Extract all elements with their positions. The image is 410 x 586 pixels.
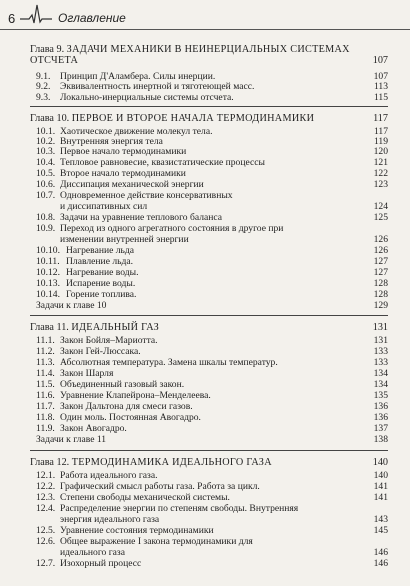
item-page: 134: [373, 379, 388, 390]
toc-item[interactable]: [36, 180, 388, 191]
chapter-page: 131: [372, 322, 388, 333]
section-divider: [30, 450, 388, 451]
item-title: Общее выражение I закона термодинамики для идеального газа: [60, 536, 253, 558]
item-number: 9.1.: [36, 71, 51, 82]
item-title: Уравнение Клапейрона–Менделеева.: [60, 390, 211, 401]
item-title: Хаотическое движение молекул тела.: [60, 126, 213, 137]
toc-item[interactable]: [36, 93, 388, 104]
chapter-heading-11[interactable]: [30, 322, 388, 333]
toc-item[interactable]: [36, 413, 388, 424]
toc-item[interactable]: [36, 279, 388, 290]
item-page: 134: [373, 368, 388, 379]
toc-item[interactable]: [36, 224, 388, 245]
item-page: 107: [373, 71, 388, 82]
toc-item[interactable]: [36, 424, 388, 435]
toc-item[interactable]: [36, 482, 388, 493]
item-title: Закон Бойля–Мариотта.: [60, 335, 158, 346]
item-number: 11.7.: [36, 401, 55, 412]
item-page: 146: [373, 546, 388, 558]
item-number: 12.5.: [36, 525, 56, 536]
item-title: Закон Шарля: [60, 368, 114, 379]
item-title: Закон Гей-Люссака.: [60, 346, 141, 357]
item-number: 10.4.: [36, 157, 56, 168]
item-title: Горение топлива.: [66, 289, 137, 300]
toc-item[interactable]: [36, 257, 388, 268]
toc-item[interactable]: [36, 402, 388, 413]
toc-item[interactable]: [36, 526, 388, 537]
item-title: Диссипация механической энергии: [60, 179, 204, 190]
item-title: Тепловое равновесие, квазистатические процессы: [60, 157, 265, 168]
item-page: 119: [373, 136, 388, 147]
item-title: Объединенный газовый закон.: [60, 379, 185, 390]
chapter-title: ИДЕАЛЬНЫЙ ГАЗ: [71, 322, 160, 333]
item-page: 126: [373, 245, 388, 256]
item-title: Второе начало термодинамики: [60, 168, 186, 179]
item-page: 127: [373, 267, 388, 278]
item-number: 11.6.: [36, 390, 55, 401]
item-page: 126: [373, 233, 388, 245]
chapter-tasks[interactable]: [36, 435, 388, 446]
page-number: 6: [8, 11, 16, 26]
item-title: Нагревание воды.: [66, 267, 139, 278]
item-title: Внутренняя энергия тела: [60, 136, 163, 147]
item-page: 137: [373, 423, 388, 434]
chapter-tasks[interactable]: [36, 301, 388, 312]
chapter-label: Глава 10.: [30, 113, 70, 124]
toc-item[interactable]: [36, 391, 388, 402]
item-number: 10.7.: [36, 190, 56, 201]
item-page: 115: [373, 92, 388, 103]
chapter-label: Глава 12.: [30, 457, 70, 468]
item-page: 141: [373, 481, 388, 492]
item-page: 145: [373, 525, 388, 536]
item-number: 9.3.: [36, 92, 51, 103]
item-page: 140: [373, 470, 388, 481]
item-number: 11.5.: [36, 379, 55, 390]
toc-item[interactable]: [36, 290, 388, 301]
item-title: Степени свободы механической системы.: [60, 492, 230, 503]
tasks-title: Задачи к главе 10: [36, 300, 107, 311]
chapter-page: 107: [372, 55, 388, 66]
toc-item[interactable]: [36, 358, 388, 369]
item-page: 136: [373, 401, 388, 412]
item-number: 12.6.: [36, 536, 56, 547]
toc-item[interactable]: [36, 147, 388, 158]
chapter-heading-9[interactable]: [30, 44, 388, 66]
item-title: Абсолютная температура. Замена шкалы температур.: [60, 357, 278, 368]
toc-item[interactable]: [36, 213, 388, 224]
item-number: 10.11.: [36, 256, 60, 267]
item-title: Эквивалентность инертной и тяготеющей масс.: [60, 81, 255, 92]
toc-item[interactable]: [36, 380, 388, 391]
item-page: 135: [373, 390, 388, 401]
item-page: 131: [373, 335, 388, 346]
tasks-page: 129: [373, 300, 388, 311]
toc-item[interactable]: [36, 158, 388, 169]
item-title: Одновременное действие консервативных и диссипативных сил: [60, 190, 233, 212]
item-title: Переход из одного агрегатного состояния в другое при изменении внутренней энергии: [60, 223, 284, 245]
item-title: Один моль. Постоянная Авогадро.: [60, 412, 201, 423]
item-title: Нагревание льда: [66, 245, 135, 256]
item-title: Испарение воды.: [66, 278, 136, 289]
item-number: 10.2.: [36, 136, 56, 147]
item-page: 125: [373, 212, 388, 223]
item-title: Первое начало термодинамики: [60, 146, 187, 157]
chapter-label: Глава 9.: [30, 44, 65, 55]
header-title: Оглавление: [58, 11, 126, 25]
toc-item[interactable]: [36, 504, 388, 525]
item-title: Задачи на уравнение теплового баланса: [60, 212, 223, 223]
toc-item[interactable]: [36, 169, 388, 180]
chapter-title: ТЕРМОДИНАМИКА ИДЕАЛЬНОГО ГАЗА: [71, 457, 272, 468]
item-number: 11.8.: [36, 412, 55, 423]
item-page: 128: [373, 289, 388, 300]
item-title: Закон Авогадро.: [60, 423, 127, 434]
chapter-page: 140: [372, 457, 388, 468]
item-number: 12.7.: [36, 558, 56, 569]
item-number: 11.4.: [36, 368, 55, 379]
section-divider: [30, 106, 388, 107]
item-number: 10.5.: [36, 168, 56, 179]
item-number: 10.3.: [36, 146, 56, 157]
toc-item[interactable]: [36, 336, 388, 347]
toc-item[interactable]: [36, 246, 388, 257]
item-number: 11.1.: [36, 335, 55, 346]
section-divider: [30, 315, 388, 316]
toc-item[interactable]: [36, 537, 388, 558]
toc-item[interactable]: [36, 347, 388, 358]
tasks-title: Задачи к главе 11: [36, 434, 107, 445]
item-page: 121: [373, 157, 388, 168]
item-page: 120: [373, 146, 388, 157]
item-number: 9.2.: [36, 81, 51, 92]
item-page: 123: [373, 179, 388, 190]
chapter-label: Глава 11.: [30, 322, 69, 333]
item-number: 11.9.: [36, 423, 55, 434]
item-number: 10.6.: [36, 179, 56, 190]
item-page: 122: [373, 168, 388, 179]
item-number: 10.9.: [36, 223, 56, 234]
item-page: 143: [373, 513, 388, 525]
item-page: 117: [373, 126, 388, 137]
item-title: Плавление льда.: [66, 256, 134, 267]
item-page: 146: [373, 558, 388, 569]
item-title: Работа идеального газа.: [60, 470, 158, 481]
item-page: 136: [373, 412, 388, 423]
item-title: Принцип Д'Аламбера. Силы инерции.: [60, 71, 216, 82]
item-number: 10.1.: [36, 126, 56, 137]
chapter-title: ПЕРВОЕ И ВТОРОЕ НАЧАЛА ТЕРМОДИНАМИКИ: [71, 113, 315, 124]
item-number: 10.14.: [36, 289, 60, 300]
toc-item[interactable]: [36, 559, 388, 570]
item-title: Распределение энергии по степеням свободы. Внутренняя энергия идеального газа: [60, 503, 299, 525]
toc-item[interactable]: [36, 82, 388, 93]
item-title: Графический смысл работы газа. Работа за цикл.: [60, 481, 260, 492]
item-number: 12.3.: [36, 492, 56, 503]
toc-item[interactable]: [36, 369, 388, 380]
item-number: 10.10.: [36, 245, 60, 256]
chapter-page: 117: [373, 113, 388, 124]
item-page: 128: [373, 278, 388, 289]
item-page: 141: [373, 492, 388, 503]
item-number: 12.2.: [36, 481, 56, 492]
item-title: Локально-инерциальные системы отсчета.: [60, 92, 234, 103]
item-page: 133: [373, 357, 388, 368]
item-number: 10.8.: [36, 212, 56, 223]
item-title: Уравнение состояния термодинамики: [60, 525, 214, 536]
item-number: 11.3.: [36, 357, 55, 368]
item-page: 127: [373, 256, 388, 267]
item-number: 12.4.: [36, 503, 56, 514]
item-number: 12.1.: [36, 470, 56, 481]
item-page: 133: [373, 346, 388, 357]
chapter-heading-12[interactable]: [30, 457, 388, 468]
toc-item[interactable]: [36, 268, 388, 279]
chapter-title: ЗАДАЧИ МЕХАНИКИ В НЕИНЕРЦИАЛЬНЫХ СИСТЕМАХ ОТСЧЕТА: [30, 44, 350, 66]
toc-item[interactable]: [36, 471, 388, 482]
tasks-page: 138: [373, 434, 388, 445]
item-number: 10.13.: [36, 278, 60, 289]
toc-item[interactable]: [36, 191, 388, 212]
item-number: 10.12.: [36, 267, 60, 278]
item-page: 124: [373, 200, 388, 212]
item-title: Закон Дальтона для смеси газов.: [60, 401, 193, 412]
item-number: 11.2.: [36, 346, 55, 357]
item-page: 113: [373, 81, 388, 92]
toc-item[interactable]: [36, 493, 388, 504]
chapter-heading-10[interactable]: [30, 113, 388, 124]
item-title: Изохорный процесс: [60, 558, 142, 569]
